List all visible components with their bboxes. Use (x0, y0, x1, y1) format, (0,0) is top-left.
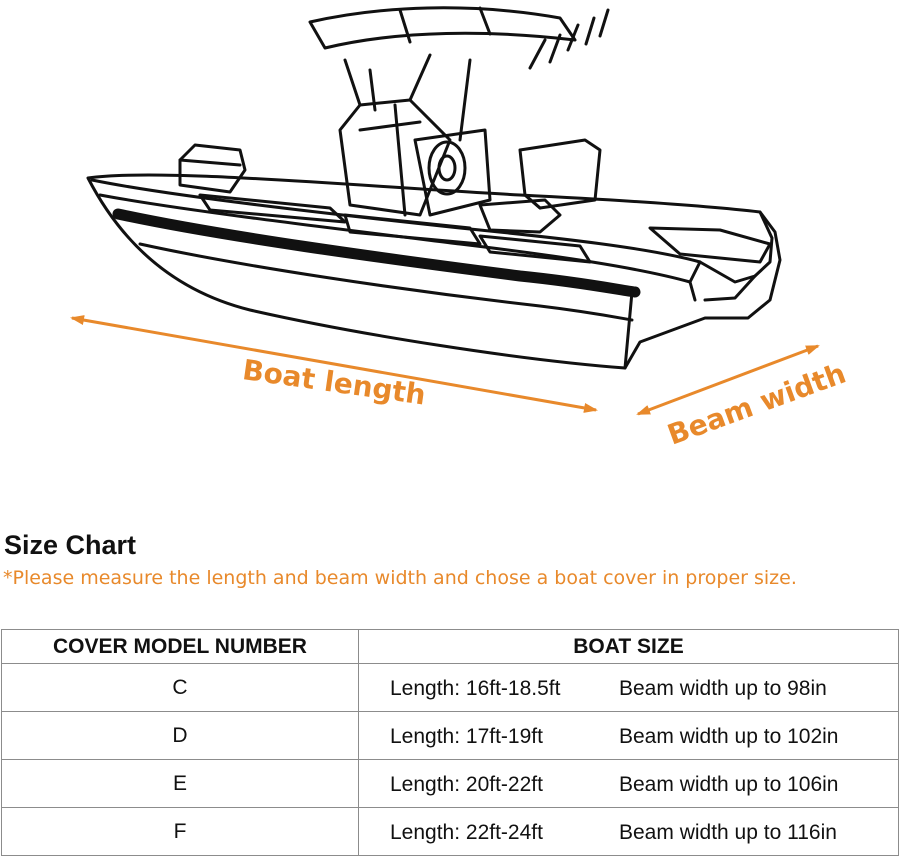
table-row (2, 664, 899, 712)
size-chart-table (1, 629, 899, 856)
beam-range: Beam width up to 102in (619, 725, 839, 748)
beam-range: Beam width up to 98in (619, 677, 827, 700)
model-number: E (2, 760, 359, 808)
model-number: C (2, 664, 359, 712)
length-range: Length: 17ft-19ft (390, 725, 543, 748)
beam-range: Beam width up to 116in (619, 821, 837, 844)
table-row (2, 808, 899, 856)
table-header-row (2, 630, 899, 664)
model-number: F (2, 808, 359, 856)
length-range: Length: 20ft-22ft (390, 773, 543, 796)
model-number: D (2, 712, 359, 760)
table-row (2, 712, 899, 760)
table-row (2, 760, 899, 808)
boat-size-cell (359, 808, 899, 856)
beam-width-label: Beam width (663, 356, 851, 452)
boat-size-cell (359, 664, 899, 712)
boat-length-label: Boat length (240, 353, 428, 412)
size-chart-note: *Please measure the length and beam width and chose a boat cover in proper size. (3, 567, 797, 589)
boat-drawing (88, 8, 780, 368)
size-chart-title: Size Chart (4, 530, 137, 560)
length-range: Length: 16ft-18.5ft (390, 677, 561, 700)
boat-size-cell (359, 760, 899, 808)
column-header-boat-size: BOAT SIZE (359, 630, 899, 664)
length-range: Length: 22ft-24ft (390, 821, 543, 844)
column-header-model: COVER MODEL NUMBER (2, 630, 359, 664)
beam-range: Beam width up to 106in (619, 773, 839, 796)
boat-size-cell (359, 712, 899, 760)
